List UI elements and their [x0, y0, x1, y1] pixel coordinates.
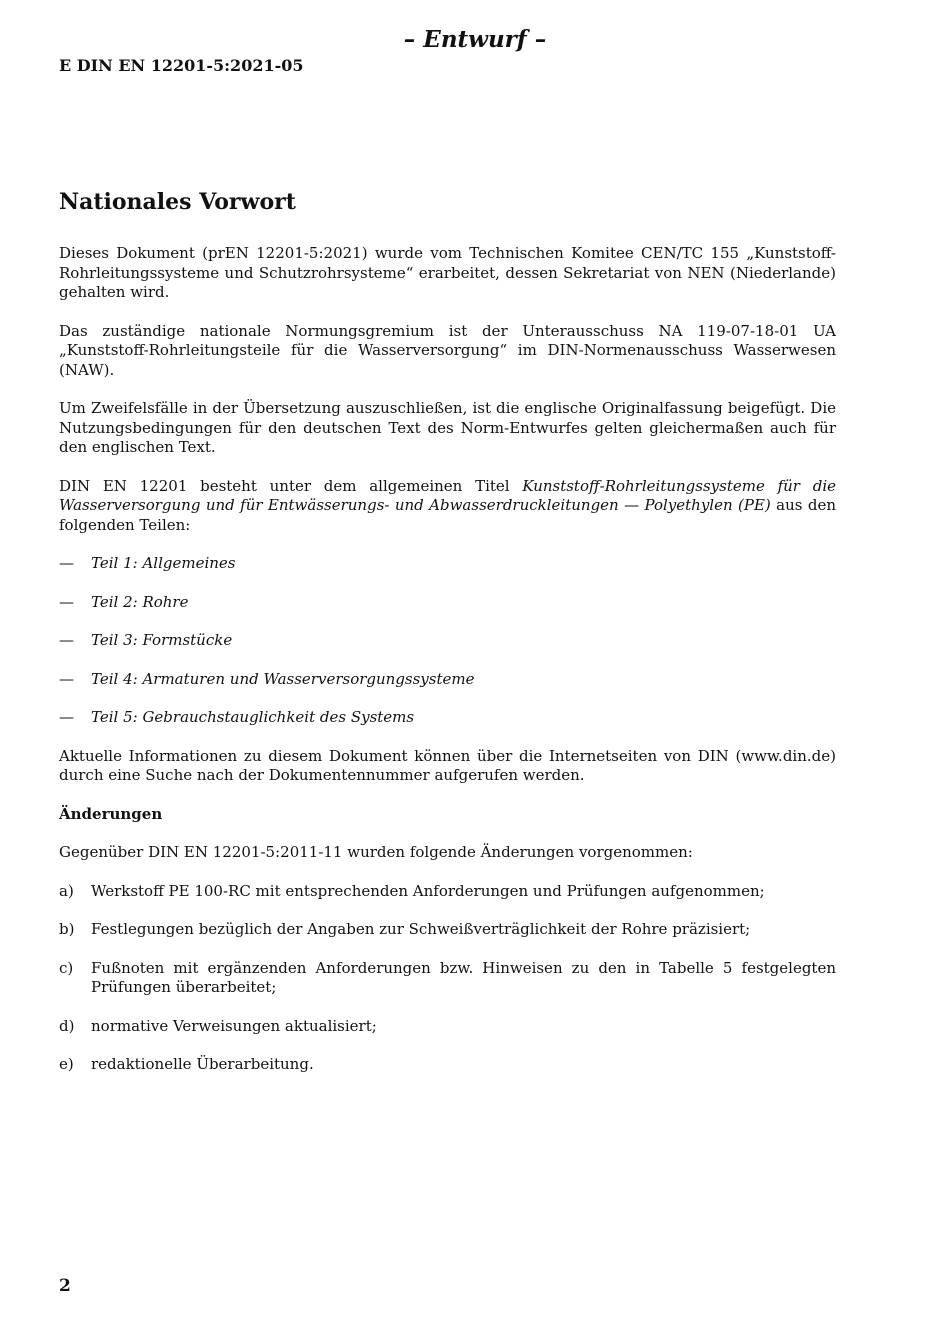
part-label: Teil 4: Armaturen und Wasserversorgungssysteme — [91, 669, 475, 688]
list-item — [59, 882, 836, 902]
page-content — [59, 187, 836, 1094]
list-marker: a) — [59, 881, 74, 900]
list-item — [59, 1017, 836, 1037]
dash-marker: — — [59, 592, 74, 611]
dash-marker: — — [59, 554, 74, 572]
list-marker: e) — [59, 1055, 74, 1073]
paragraph-translation: Um Zweifelsfälle in der Übersetzung auszuschließen, ist die englische Originalfassung beigefügt. Die Nutzungsbedingungen für den deutschen Text des Norm-Entwurfes gelten gleichermaßen auch für den englischen Text. — [59, 399, 836, 456]
dash-marker: — — [59, 669, 74, 688]
change-text: Fußnoten mit ergänzenden Anforderungen bzw. Hinweisen zu den in Tabelle 5 festgelegten Prüfungen überarbeitet; — [91, 958, 836, 996]
list-marker: d) — [59, 1016, 75, 1035]
dash-marker: — — [59, 708, 74, 726]
list-item — [59, 631, 836, 651]
paragraph-committee: Dieses Dokument (prEN 12201-5:2021) wurde vom Technischen Komitee CEN/TC 155 „Kunststoff-Rohrleitungssysteme und Schutzrohrsysteme“ erarbeitet, dessen Sekretariat von NEN (Niederlande) gehalten wird. — [59, 244, 836, 301]
dash-marker: — — [59, 631, 74, 649]
paragraph-series-intro — [59, 477, 836, 536]
draft-watermark: – Entwurf – — [403, 26, 547, 53]
series-intro-suffix: aus den folgenden Teilen: — [59, 496, 836, 534]
changes-intro: Gegenüber DIN EN 12201-5:2011-11 wurden folgende Änderungen vorgenommen: — [59, 843, 693, 861]
changes-heading: Änderungen — [59, 804, 163, 823]
list-item — [59, 959, 836, 998]
list-item — [59, 920, 836, 940]
change-text: redaktionelle Überarbeitung. — [91, 1055, 314, 1073]
list-marker: b) — [59, 920, 75, 938]
part-label: Teil 2: Rohre — [91, 592, 189, 611]
paragraph-info: Aktuelle Informationen zu diesem Dokument können über die Internetseiten von DIN (www.din.de) durch eine Suche nach der Dokumentennummer aufgerufen werden. — [59, 746, 836, 784]
part-label: Teil 3: Formstücke — [91, 631, 233, 649]
parts-list — [59, 554, 836, 728]
section-title: Nationales Vorwort — [59, 189, 296, 215]
changes-list — [59, 882, 836, 1075]
list-item — [59, 554, 836, 574]
page-number: 2 — [59, 1276, 71, 1296]
series-intro-prefix: DIN EN 12201 besteht unter dem allgemeinen Titel — [59, 476, 523, 495]
change-text: Festlegungen bezüglich der Angaben zur Schweißverträglichkeit der Rohre präzisiert; — [91, 920, 751, 938]
change-text: normative Verweisungen aktualisiert; — [91, 1016, 377, 1035]
paragraph-national-body: Das zuständige nationale Normungsgremium ist der Unterausschuss NA 119-07-18-01 UA „Kunststoff-Rohrleitungsteile für die Wasserversorgung“ im DIN-Normenausschuss Wasserwesen (NAW). — [59, 321, 836, 379]
list-item — [59, 670, 836, 690]
document-identifier: E DIN EN 12201-5:2021-05 — [59, 56, 304, 75]
change-text: Werkstoff PE 100-RC mit entsprechenden Anforderungen und Prüfungen aufgenommen; — [91, 881, 765, 900]
part-label: Teil 1: Allgemeines — [91, 554, 236, 572]
part-label: Teil 5: Gebrauchstauglichkeit des Systems — [91, 708, 415, 726]
list-item — [59, 593, 836, 613]
list-item — [59, 708, 836, 728]
list-item — [59, 1055, 836, 1075]
series-title: Kunststoff-Rohrleitungssysteme für die Wasserversorgung und für Entwässerungs- und Abwasserdruckleitungen — Polyethylen (PE) — [59, 476, 836, 514]
list-marker: c) — [59, 958, 74, 977]
